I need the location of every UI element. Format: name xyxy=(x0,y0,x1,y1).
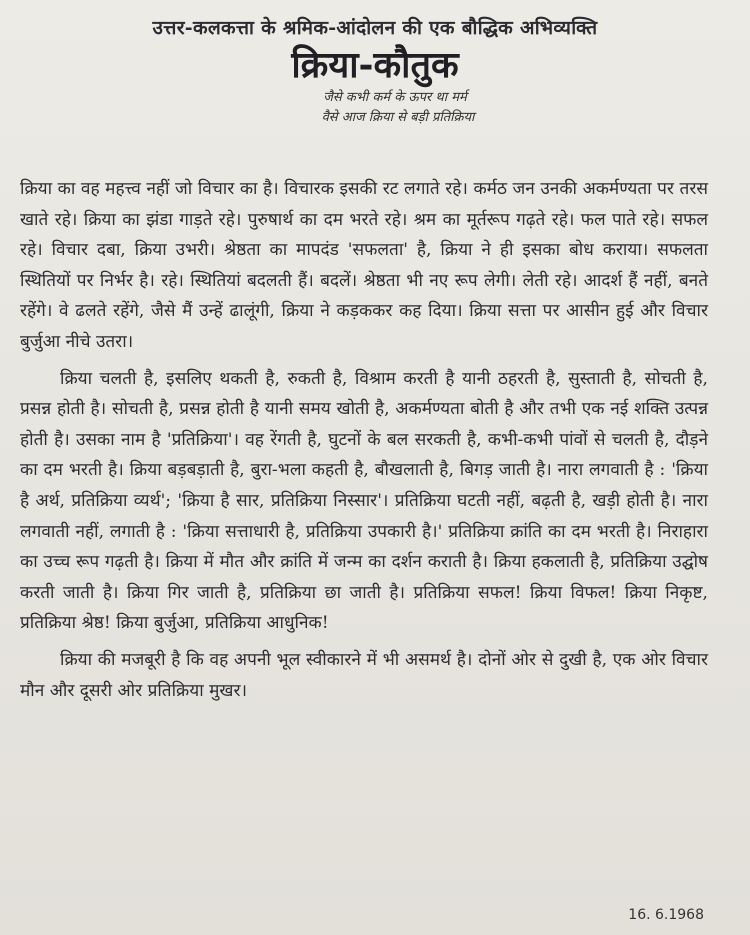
epigraph-line-2: वैसे आज क्रिया से बड़ी प्रतिक्रिया xyxy=(321,110,475,125)
paragraph-2: क्रिया चलती है, इसलिए थकती है, रुकती है, विश्राम करती है यानी ठहरती है, सुस्ताती है, सोचती है, प्रसन्न होती है। सोचती है, प्रसन्न होती है यानी समय खोती है, अकर्मण्यता बोती है और तभी एक नई शक्ति उत्पन्न होती है। उसका नाम है 'प्रतिक्रिया'। वह रेंगती है, घुटनों के बल सरकती है, कभी-कभी पांवों से चलती है, दौड़ने का दम भरती है। क्रिया बड़बड़ाती है, बुरा-भला कहती है, बौखलाती है, बिगड़ जाती है। नारा लगवाती है : 'क्रिया है अर्थ, प्रतिक्रिया व्यर्थ'; 'क्रिया है सार, प्रतिक्रिया निस्सार'। प्रतिक्रिया घटती नहीं, बढ़ती है, खड़ी होती है। नारा लगवाती नहीं, लगाती है : 'क्रिया सत्ताधारी है, प्रतिक्रिया उपकारी है।' प्रतिक्रिया क्रांति का दम भरती है। निराहारा का उच्च रूप गढ़ती है। क्रिया में मौत और क्रांति में जन्म का दर्शन कराती है। क्रिया हकलाती है, प्रतिक्रिया उद्घोष करती जाती है। क्रिया गिर जाती है, प्रतिक्रिया छा जाती है। प्रतिक्रिया सफल! क्रिया विफल! क्रिया निकृष्ट, प्रतिक्रिया श्रेष्ठ! क्रिया बुर्जुआ, प्रतिक्रिया आधुनिक! xyxy=(20,368,708,634)
article-body xyxy=(20,174,708,706)
article-date: 16. 6.1968 xyxy=(628,907,704,923)
paragraph-3: क्रिया की मजबूरी है कि वह अपनी भूल स्वीकारने में भी असमर्थ है। दोनों ओर से दुखी है, एक ओर विचार मौन और दूसरी ओर प्रतिक्रिया मुखर। xyxy=(20,649,708,701)
article-header xyxy=(0,0,750,128)
epigraph-line-1: जैसे कभी कर्म के ऊपर था मर्म xyxy=(323,90,467,105)
article-subtitle: उत्तर-कलकत्ता के श्रमिक-आंदोलन की एक बौद्धिक अभिव्यक्ति xyxy=(152,17,598,39)
article-title: क्रिया-कौतुक xyxy=(291,44,459,86)
paragraph-1: क्रिया का वह महत्त्व नहीं जो विचार का है। विचारक इसकी रट लगाते रहे। कर्मठ जन उनकी अकर्मण्यता पर तरस खाते रहे। क्रिया का झंडा गाड़ते रहे। पुरुषार्थ का दम भरते रहे। श्रम का मूर्तरूप गढ़ते रहे। फल पाते रहे। सफल रहे। विचार दबा, क्रिया उभरी। श्रेष्ठता का मापदंड 'सफलता' है, क्रिया ने ही इसका बोध कराया। सफलता स्थितियों पर निर्भर है। रहे। स्थितियां बदलती हैं। बदलें। श्रेष्ठता भी नए रूप लेगी। लेती रहे। आदर्श हैं नहीं, बनते रहेंगे। वे ढलते रहेंगे, जैसे मैं उन्हें ढालूंगी, क्रिया ने कड़ककर कह दिया। क्रिया सत्ता पर आसीन हुई और विचार बुर्जुआ नीचे उतरा। xyxy=(20,179,708,352)
